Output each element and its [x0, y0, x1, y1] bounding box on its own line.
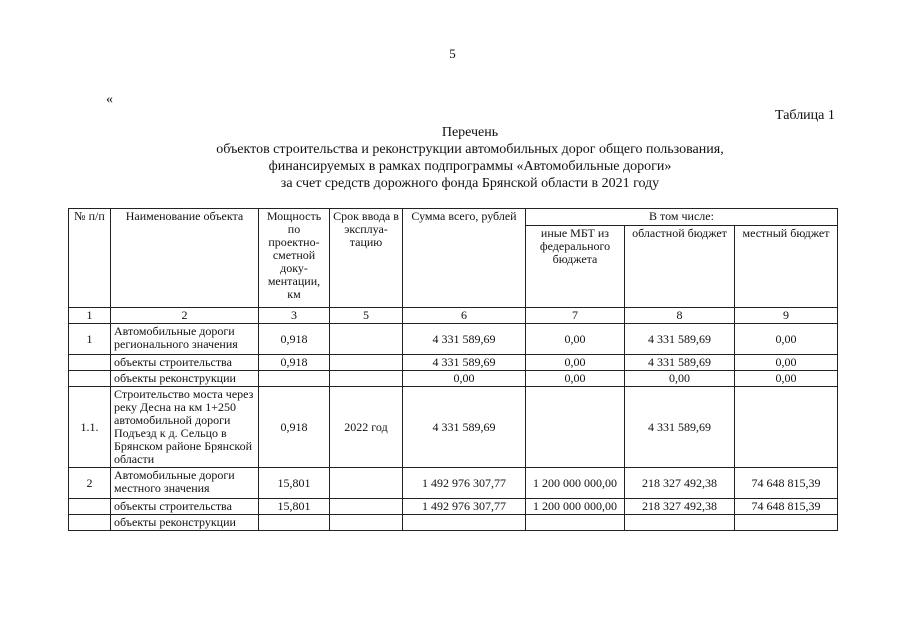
col-number: 1 [69, 308, 111, 324]
header-total: Сумма всего, рублей [403, 209, 526, 308]
table-row [69, 371, 838, 387]
cell-local: 0,00 [735, 371, 838, 387]
page-number: 5 [449, 46, 456, 61]
cell-total: 1 492 976 307,77 [403, 499, 526, 515]
cell-num [69, 499, 111, 515]
cell-local: 0,00 [735, 324, 838, 355]
cell-deadline [330, 515, 403, 531]
heading-line-4: за счет средств дорожного фонда Брянской области в 2021 году [280, 176, 660, 191]
cell-name: объекты строительства [111, 355, 259, 371]
cell-total: 1 492 976 307,77 [403, 468, 526, 499]
cell-num: 1.1. [69, 387, 111, 468]
table-label: Таблица 1 [775, 108, 835, 123]
cell-num [69, 355, 111, 371]
cell-capacity: 0,918 [259, 324, 330, 355]
cell-federal [526, 387, 625, 468]
table-row [69, 355, 838, 371]
cell-deadline: 2022 год [330, 387, 403, 468]
opening-quote-mark: « [106, 92, 113, 107]
objects-table [68, 208, 838, 531]
cell-total [403, 515, 526, 531]
cell-capacity: 0,918 [259, 387, 330, 468]
cell-name: объекты реконструкции [111, 515, 259, 531]
col-number: 6 [403, 308, 526, 324]
cell-capacity [259, 371, 330, 387]
cell-regional: 0,00 [625, 371, 735, 387]
cell-federal: 0,00 [526, 324, 625, 355]
cell-federal [526, 515, 625, 531]
document-heading [150, 124, 790, 192]
cell-deadline [330, 468, 403, 499]
table-row [69, 387, 838, 468]
cell-federal: 0,00 [526, 371, 625, 387]
cell-num [69, 371, 111, 387]
cell-capacity: 15,801 [259, 499, 330, 515]
cell-regional: 4 331 589,69 [625, 355, 735, 371]
cell-regional: 4 331 589,69 [625, 387, 735, 468]
cell-regional: 4 331 589,69 [625, 324, 735, 355]
heading-line-3: финансируемых в рамках подпрограммы «Автомобильные дороги» [268, 159, 672, 174]
cell-deadline [330, 355, 403, 371]
cell-regional: 218 327 492,38 [625, 468, 735, 499]
cell-local [735, 387, 838, 468]
header-local: местный бюджет [735, 226, 838, 308]
cell-num: 1 [69, 324, 111, 355]
header-federal: иные МБТ из федерального бюджета [526, 226, 625, 308]
cell-regional [625, 515, 735, 531]
cell-deadline [330, 371, 403, 387]
cell-deadline [330, 324, 403, 355]
cell-name: Автомобильные дороги регионального значения [111, 324, 259, 355]
col-number: 8 [625, 308, 735, 324]
cell-capacity: 15,801 [259, 468, 330, 499]
cell-local: 0,00 [735, 355, 838, 371]
header-num: № п/п [69, 209, 111, 308]
cell-local [735, 515, 838, 531]
header-including: В том числе: [526, 209, 838, 226]
heading-line-2: объектов строительства и реконструкции автомобильных дорог общего пользования, [216, 142, 724, 157]
header-capacity: Мощность по проектно-сметной доку-ментации, км [259, 209, 330, 308]
cell-federal: 1 200 000 000,00 [526, 499, 625, 515]
header-regional: областной бюджет [625, 226, 735, 308]
cell-num: 2 [69, 468, 111, 499]
cell-federal: 0,00 [526, 355, 625, 371]
cell-name: Автомобильные дороги местного значения [111, 468, 259, 499]
cell-num [69, 515, 111, 531]
cell-name: объекты строительства [111, 499, 259, 515]
col-number: 2 [111, 308, 259, 324]
cell-local: 74 648 815,39 [735, 468, 838, 499]
col-number: 9 [735, 308, 838, 324]
col-number: 3 [259, 308, 330, 324]
cell-capacity: 0,918 [259, 355, 330, 371]
cell-deadline [330, 499, 403, 515]
cell-total: 0,00 [403, 371, 526, 387]
cell-name: объекты реконструкции [111, 371, 259, 387]
table-row [69, 468, 838, 499]
cell-capacity [259, 515, 330, 531]
cell-total: 4 331 589,69 [403, 324, 526, 355]
table-row [69, 499, 838, 515]
heading-line-1: Перечень [441, 125, 499, 140]
header-name: Наименование объекта [111, 209, 259, 308]
header-deadline: Срок ввода в эксплуа-тацию [330, 209, 403, 308]
table-row [69, 324, 838, 355]
col-number: 7 [526, 308, 625, 324]
cell-local: 74 648 815,39 [735, 499, 838, 515]
cell-regional: 218 327 492,38 [625, 499, 735, 515]
cell-total: 4 331 589,69 [403, 355, 526, 371]
cell-name: Строительство моста через реку Десна на км 1+250 автомобильной дороги Подъезд к д. Сельцо в Брянском районе Брянской области [111, 387, 259, 468]
column-number-row [69, 308, 838, 324]
table-row [69, 515, 838, 531]
cell-federal: 1 200 000 000,00 [526, 468, 625, 499]
col-number: 5 [330, 308, 403, 324]
cell-total: 4 331 589,69 [403, 387, 526, 468]
